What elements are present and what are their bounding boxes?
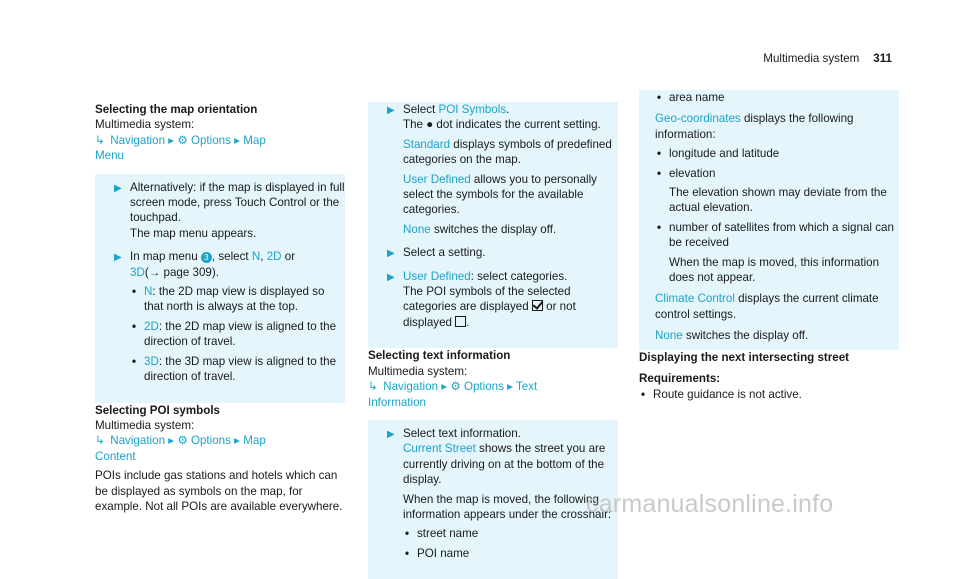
bullet-icon: •	[405, 546, 410, 560]
bullet-text: POI name	[417, 546, 470, 560]
section-title: Multimedia system	[763, 52, 860, 65]
bullet-text: : the 3D map view is aligned to the direction of travel.	[144, 354, 337, 384]
option-text: displays the current climate control settings.	[655, 292, 879, 321]
step-text: : select categories.	[470, 269, 568, 283]
bullet-text: number of satellites from which a signal can be received	[669, 220, 894, 250]
path-menu: Menu	[95, 149, 125, 163]
step-item	[95, 249, 345, 384]
step-result: or not displayed	[403, 300, 576, 329]
bullet-text: : the 2D map view is aligned to the direction of travel.	[144, 319, 337, 349]
system-label: Multimedia system:	[95, 118, 195, 132]
path-arrow-icon: ↳	[95, 133, 105, 147]
path-navigation: Navigation	[383, 380, 439, 394]
column-3	[639, 91, 899, 402]
path-map: Map	[243, 133, 266, 147]
step-text: Select	[403, 103, 436, 116]
option-geo-coordinates: Geo-coordinates	[655, 112, 741, 126]
column-1	[95, 102, 345, 514]
bullet-icon: •	[641, 387, 646, 401]
step-result: The ● dot indicates the current setting.	[403, 118, 601, 132]
callout-number: 3	[201, 252, 212, 263]
page-number: 311	[873, 52, 892, 65]
column-2	[368, 102, 618, 579]
step-text: .	[506, 103, 510, 116]
step-text: or	[284, 250, 296, 264]
step-box-2	[368, 102, 618, 348]
heading-poi-symbols: Selecting POI symbols	[95, 403, 220, 417]
bullet-icon: •	[132, 319, 137, 333]
list-item	[655, 220, 899, 286]
option-desc	[655, 328, 899, 343]
path-information: Information	[368, 395, 426, 409]
option-desc	[655, 291, 899, 322]
poi-paragraph: POIs include gas stations and hotels which can be displayed as symbols on the map, for example. Not all POIs are available everywhere.	[95, 469, 343, 513]
bullet-text: area name	[669, 91, 725, 104]
chevron-icon: ▸	[441, 380, 448, 394]
step-text: ,	[260, 250, 264, 264]
step-arrow-icon: ▶	[114, 182, 122, 194]
bullet-icon: •	[657, 147, 662, 161]
bullet-text: elevation	[669, 166, 716, 180]
option-current-street: Current Street	[403, 442, 476, 456]
path-options: Options	[190, 133, 231, 147]
option-none: None	[403, 222, 431, 236]
step-item	[95, 180, 345, 242]
menu-path-3	[368, 379, 618, 410]
chevron-icon: ▸	[507, 380, 513, 394]
gear-icon: ⚙	[177, 434, 188, 448]
step-result: The map menu appears.	[130, 226, 257, 240]
option-desc	[403, 172, 618, 218]
info-text: When the map is moved, this information does not appear.	[669, 255, 880, 285]
step-arrow-icon: ▶	[387, 105, 395, 116]
heading-text-information: Selecting text information	[368, 349, 511, 363]
option-n: N	[251, 250, 261, 264]
option-climate-control: Climate Control	[655, 292, 735, 306]
bullet-text: longitude and latitude	[669, 147, 780, 161]
gear-icon: ⚙	[450, 380, 461, 394]
bullet-icon: •	[657, 220, 662, 234]
list-item	[655, 166, 899, 216]
path-text: Text	[516, 380, 538, 394]
step-item	[368, 245, 618, 260]
step-arrow-icon: ▶	[387, 428, 395, 440]
bullet-icon: •	[657, 91, 662, 104]
path-navigation: Navigation	[110, 133, 166, 147]
continued-content	[639, 90, 899, 344]
path-navigation: Navigation	[110, 434, 166, 448]
unchecked-box-icon	[455, 316, 466, 327]
step-text: Select a setting.	[403, 246, 486, 260]
menu-path-2	[95, 433, 345, 464]
option-text: displays symbols of predefined categories on the map.	[403, 137, 612, 167]
chevron-icon: ▸	[168, 434, 175, 448]
heading-next-street: Displaying the next intersecting street	[639, 350, 850, 364]
step-arrow-icon: ▶	[114, 252, 122, 264]
option-text: switches the display off.	[682, 329, 809, 343]
menu-path-1	[95, 133, 345, 164]
list-item	[130, 319, 345, 350]
option-desc	[403, 137, 618, 168]
path-arrow-icon: ↳	[368, 380, 378, 394]
heading-map-orientation: Selecting the map orientation	[95, 103, 258, 116]
continued-box	[639, 90, 899, 350]
path-content: Content	[95, 449, 136, 463]
gear-icon: ⚙	[177, 133, 188, 147]
step-item: ▶ User Defined: select categories. The POI symbols of the selected categories are displayed or not displayed .	[387, 269, 576, 329]
requirements-label: Requirements:	[639, 372, 721, 386]
path-map: Map	[243, 434, 266, 448]
option-text: displays the following information:	[655, 112, 854, 141]
chevron-icon: ▸	[234, 133, 240, 147]
bullet-icon: •	[405, 527, 410, 541]
path-options: Options	[190, 434, 231, 448]
bullet-icon: •	[132, 354, 137, 368]
list-item	[639, 387, 899, 402]
step-box-3	[368, 420, 618, 579]
list-item	[130, 354, 345, 385]
option-text: shows the street you are currently driving on at the bottom of the display.	[403, 442, 606, 487]
system-label: Multimedia system:	[368, 364, 468, 378]
step-item	[368, 102, 618, 237]
step-text: , select	[211, 250, 249, 264]
option-desc	[403, 222, 618, 237]
step-text: Select text information.	[403, 426, 521, 440]
path-options: Options	[463, 380, 504, 394]
option-standard: Standard	[403, 137, 451, 151]
option-user-defined: User Defined	[403, 269, 471, 283]
option-3d: 3D	[130, 265, 145, 279]
option-desc	[655, 111, 899, 142]
step-box-1	[95, 174, 345, 403]
bullet-key: 3D	[144, 354, 159, 368]
watermark: carmanualsonline.info	[586, 490, 834, 518]
bullet-icon: •	[132, 285, 137, 299]
option-text: allows you to personally select the symbols for the available categories.	[403, 172, 597, 217]
step-text: Alternatively: if the map is displayed in full screen mode, press Touch Control or the touchpad.	[130, 180, 345, 225]
option-poi-symbols: POI Symbols	[438, 103, 507, 116]
page-reference: (→ page 309).	[144, 265, 219, 279]
option-2d: 2D	[266, 250, 282, 264]
system-label: Multimedia system:	[95, 418, 195, 432]
bullet-icon: •	[657, 166, 662, 180]
path-arrow-icon: ↳	[95, 434, 105, 448]
bullet-key: N	[144, 285, 153, 299]
info-text: When the map is moved, the following information appears under the crosshair:	[403, 492, 612, 521]
option-text: switches the display off.	[430, 222, 557, 236]
list-item	[403, 526, 618, 541]
bullet-text: : the 2D map view is displayed so that north is always at the top.	[144, 285, 325, 314]
list-item	[655, 90, 899, 105]
chevron-icon: ▸	[168, 133, 175, 147]
list-item	[130, 284, 345, 315]
bullet-key: 2D	[144, 319, 159, 333]
list-item	[655, 146, 899, 161]
bullet-text: street name	[417, 527, 479, 541]
chevron-icon: ▸	[234, 434, 240, 448]
option-user-defined: User Defined	[403, 172, 471, 186]
step-text: In map menu	[130, 250, 198, 264]
step-item	[368, 426, 618, 561]
bullet-text: Route guidance is not active.	[653, 387, 802, 401]
list-item	[403, 546, 618, 561]
page-header	[763, 51, 892, 66]
step-arrow-icon: ▶	[387, 248, 395, 260]
step-arrow-icon: ▶	[387, 271, 395, 283]
checked-box-icon	[532, 300, 543, 311]
info-text: The elevation shown may deviate from the actual elevation.	[669, 186, 887, 215]
step-result: The POI symbols of the selected categories are displayed	[403, 285, 571, 314]
option-none: None	[655, 329, 683, 343]
